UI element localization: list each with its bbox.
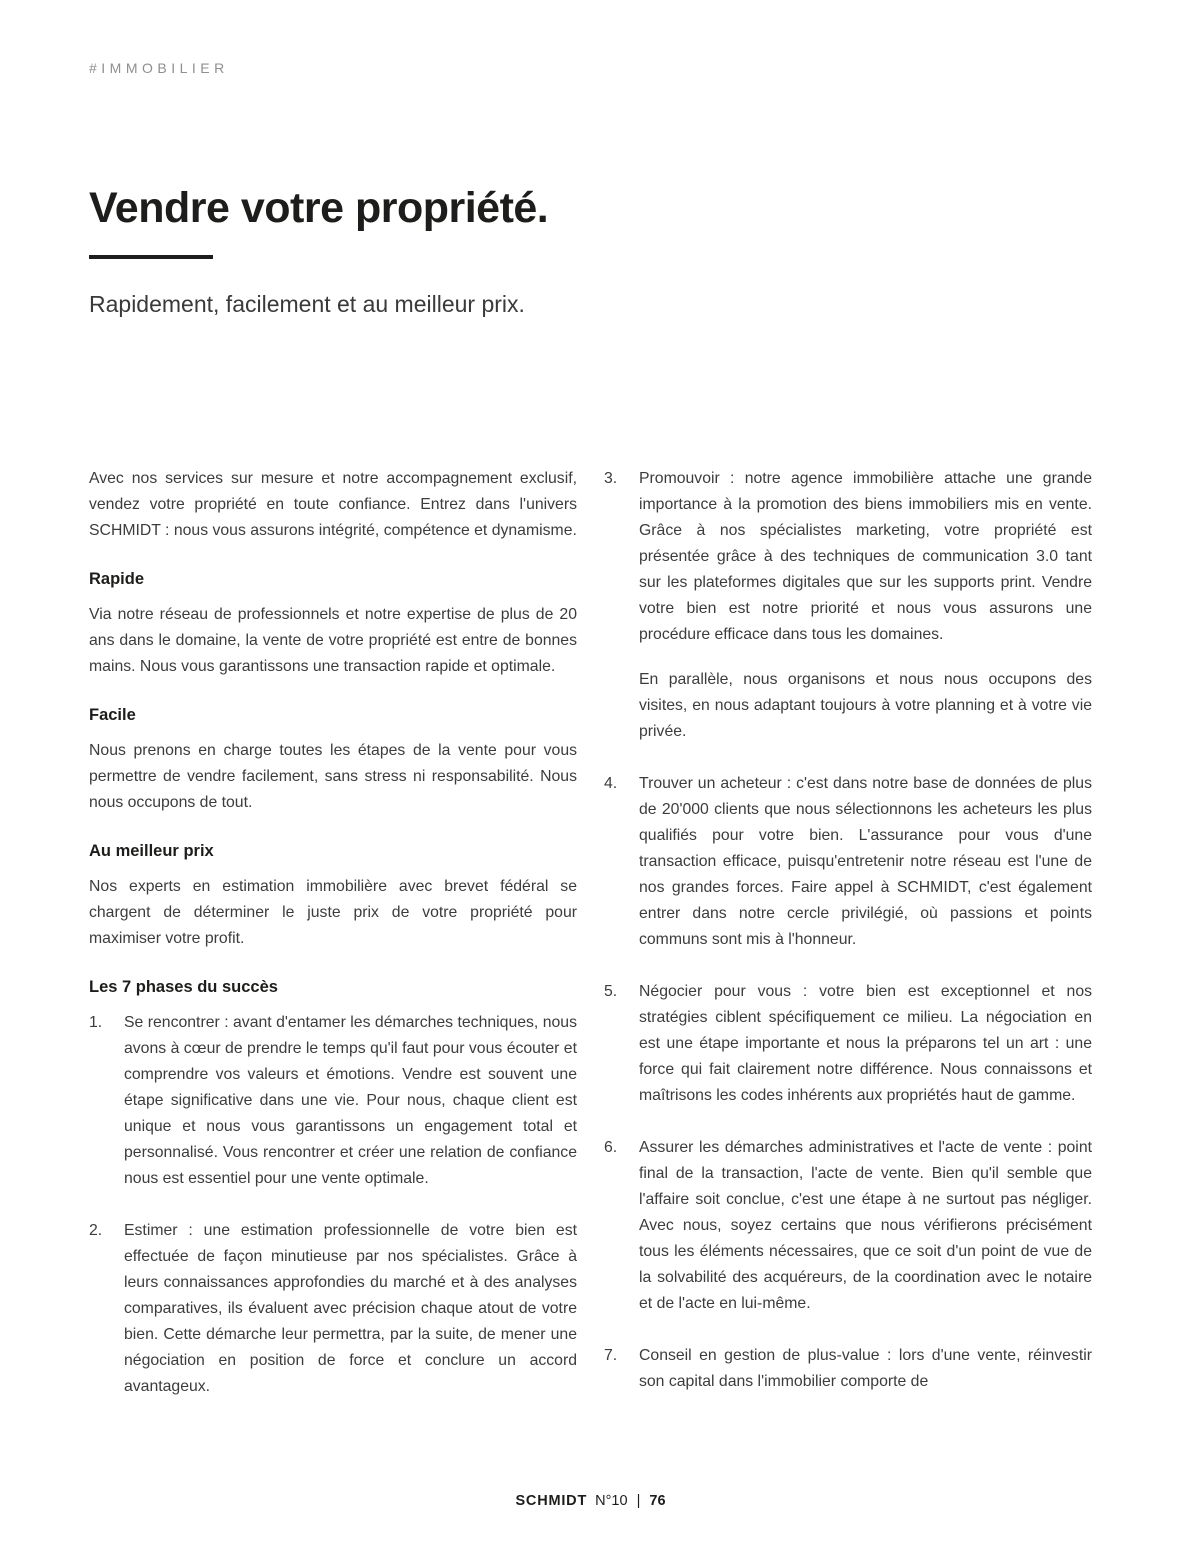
list-item-6-text: Assurer les démarches administratives et l'acte de vente : point final de la transaction, l'acte de vente. Bien qu'il semble que l'affaire soit conclue, c'est une étape à ne surtout pas négliger. Avec nous, soyez certains que nous vérifierons précisément tous les éléments nécessaires, que ce soit d'un point de vue de la solvabilité des acquéreurs, de la coordination avec le notaire et de l'acte en lui-même. xyxy=(639,1139,1092,1313)
list-item-5-number: 5. xyxy=(604,983,618,1001)
list-item-1-text: Se rencontrer : avant d'entamer les démarches techniques, nous avons à cœur de prendre le temps qu'il faut pour vous écouter et comprendre vos valeurs et émotions. Vendre est souvent une étape significative dans une vie. Pour nous, chaque client est unique et nous vous garantissons un engagement total et personnalisé. Vous rencontrer et créer une relation de confiance nous est essentiel pour une vente optimale. xyxy=(124,1014,577,1188)
title-underline xyxy=(89,255,213,259)
list-item-5 xyxy=(604,979,1092,1109)
section-body-rapide: Via notre réseau de professionnels et notre expertise de plus de 20 ans dans le domaine, la vente de votre propriété est entre de bonnes mains. Nous vous garantissons une transaction rapide et optimale. xyxy=(89,606,577,676)
list-item-2 xyxy=(89,1218,577,1400)
two-column-body xyxy=(89,466,1092,1400)
left-column xyxy=(89,466,577,1400)
list-item-4 xyxy=(604,771,1092,953)
list-item-6 xyxy=(604,1135,1092,1317)
list-item-5-text: Négocier pour vous : votre bien est exceptionnel et nos stratégies ciblent spécifiquement ce milieu. La négociation en est une étape importante et nous la préparons tel un art : une force qui fait clairement notre différence. Nous connaissons et maîtrisons les codes inhérents aux propriétés haut de gamme. xyxy=(639,983,1092,1105)
footer-issue-number: N°10 xyxy=(595,1493,628,1509)
section-heading-facile: Facile xyxy=(89,706,136,725)
list-heading-7-phases: Les 7 phases du succès xyxy=(89,978,278,997)
section-tag: #IMMOBILIER xyxy=(89,60,229,76)
section-body-meilleur-prix: Nos experts en estimation immobilière avec brevet fédéral se chargent de déterminer le juste prix de votre propriété pour maximiser votre profit. xyxy=(89,878,577,948)
list-item-6-number: 6. xyxy=(604,1139,618,1157)
list-item-2-number: 2. xyxy=(89,1222,103,1240)
page-footer xyxy=(0,1493,1181,1509)
list-item-1 xyxy=(89,1010,577,1192)
page-subtitle: Rapidement, facilement et au meilleur prix. xyxy=(89,291,525,318)
list-item-4-number: 4. xyxy=(604,775,618,793)
list-item-4-text: Trouver un acheteur : c'est dans notre base de données de plus de 20'000 clients que nous sélectionnons les acheteurs les plus qualifiés pour votre bien. L'assurance pour vous d'une transaction efficace, puisqu'entretenir notre réseau est l'une de nos grandes forces. Faire appel à SCHMIDT, c'est également entrer dans notre cercle privilégié, où passions et points communs sont mis à l'honneur. xyxy=(639,775,1092,949)
list-item-7 xyxy=(604,1343,1092,1395)
list-item-3-extra-paragraph: En parallèle, nous organisons et nous nous occupons des visites, en nous adaptant toujours à votre planning et à votre vie privée. xyxy=(639,671,1092,741)
list-item-3-text: Promouvoir : notre agence immobilière attache une grande importance à la promotion des biens immobiliers mis en vente. Grâce à nos spécialistes marketing, votre propriété est présentée grâce à des techniques de communication 3.0 tant sur les plateformes digitales que sur les supports print. Vendre votre bien est notre priorité et nous vous assurons une procédure efficace dans tous les domaines. xyxy=(639,470,1092,644)
list-item-3 xyxy=(604,466,1092,745)
section-heading-meilleur-prix: Au meilleur prix xyxy=(89,842,214,861)
section-body-facile: Nous prenons en charge toutes les étapes de la vente pour vous permettre de vendre facilement, sans stress ni responsabilité. Nous nous occupons de tout. xyxy=(89,742,577,812)
list-item-3-number: 3. xyxy=(604,470,618,488)
section-heading-rapide: Rapide xyxy=(89,570,145,589)
footer-page-number: 76 xyxy=(649,1493,666,1509)
footer-brand: SCHMIDT xyxy=(515,1493,588,1509)
list-item-1-number: 1. xyxy=(89,1014,103,1032)
intro-paragraph: Avec nos services sur mesure et notre accompagnement exclusif, vendez votre propriété en toute confiance. Entrez dans l'univers SCHMIDT : nous vous assurons intégrité, compétence et dynamisme. xyxy=(89,470,577,540)
page-title: Vendre votre propriété. xyxy=(89,184,549,232)
right-column xyxy=(604,466,1092,1400)
list-item-7-number: 7. xyxy=(604,1347,618,1365)
footer-separator: | xyxy=(636,1493,641,1509)
list-item-2-text: Estimer : une estimation professionnelle de votre bien est effectuée de façon minutieuse par nos spécialistes. Grâce à leurs connaissances approfondies du marché et à des analyses comparatives, ils évaluent avec précision chaque atout de votre bien. Cette démarche leur permettra, par la suite, de mener une négociation en position de force et conclure un accord avantageux. xyxy=(124,1222,577,1396)
list-item-7-text: Conseil en gestion de plus-value : lors d'une vente, réinvestir son capital dans l'immobilier comporte de xyxy=(639,1347,1092,1391)
